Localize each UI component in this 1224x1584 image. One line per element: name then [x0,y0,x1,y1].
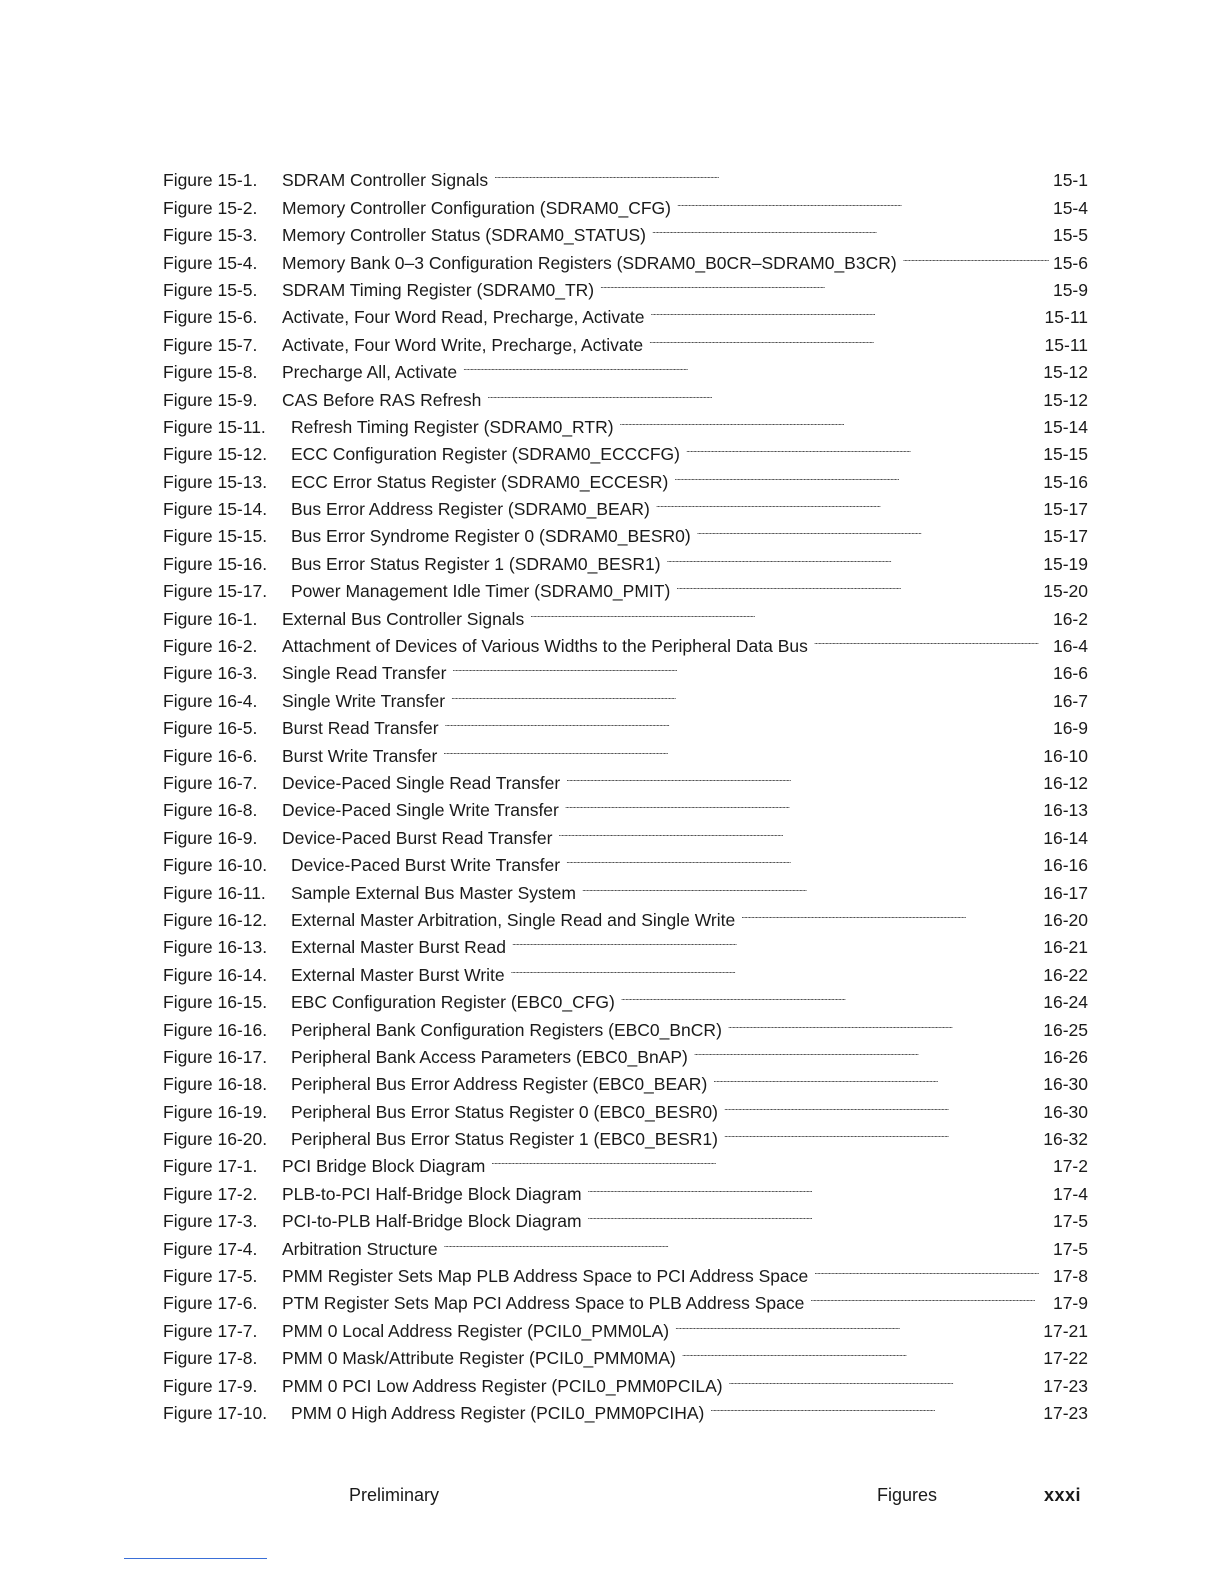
figure-page-number: 16-13 [1043,800,1088,821]
dot-leader [903,241,1049,268]
figure-page-number: 17-8 [1052,1266,1088,1287]
figure-title: Memory Controller Configuration (SDRAM0_CFG) [282,197,671,218]
figure-page-number: 15-11 [1044,307,1088,328]
dot-leader [621,981,1039,1008]
figure-page-number: 16-30 [1043,1074,1088,1095]
figure-label: Figure 16-10. [163,855,268,876]
figure-label: Figure 15-15. [163,526,268,547]
figure-title: Precharge All, Activate [282,362,458,383]
dot-leader [814,625,1049,652]
figure-page-number: 16-6 [1052,663,1088,684]
footer-section-title: Figures [877,1485,938,1505]
figure-label: Figure 15-17. [163,581,268,602]
figure-page-number: 17-5 [1052,1211,1088,1232]
dot-leader [487,378,1039,405]
figure-label: Figure 17-6. [163,1293,258,1314]
figure-page-number: 15-11 [1044,334,1088,355]
figure-page-number: 16-26 [1043,1046,1088,1067]
figure-title: Arbitration Structure [282,1238,438,1259]
figure-title: Burst Write Transfer [282,745,438,766]
dot-leader [565,789,1039,816]
dot-leader [682,1337,1039,1364]
figure-title: CAS Before RAS Refresh [282,389,482,410]
figure-page-number: 17-23 [1043,1375,1088,1396]
figure-page-number: 15-15 [1043,444,1088,465]
dot-leader [675,1309,1039,1336]
figure-label: Figure 17-1. [163,1156,258,1177]
figure-title: PCI-to-PLB Half-Bridge Block Diagram [282,1211,582,1232]
figure-label: Figure 15-16. [163,553,268,574]
figure-title: Memory Bank 0–3 Configuration Registers (SDRAM0_B0CR–SDRAM0_B3CR) [282,252,897,273]
figure-label: Figure 16-19. [163,1101,268,1122]
dot-leader [676,570,1039,597]
figure-label: Figure 15-3. [163,225,258,246]
dot-leader [512,926,1039,953]
figure-label: Figure 17-2. [163,1183,258,1204]
figure-page-number: 16-24 [1043,992,1088,1013]
figure-title: External Master Arbitration, Single Read and Single Write [291,909,736,930]
figure-label: Figure 15-6. [163,307,258,328]
dot-leader [445,707,1049,734]
figure-label: Figure 16-20. [163,1129,268,1150]
figure-page-number: 15-12 [1043,389,1088,410]
figure-title: Peripheral Bus Error Status Register 0 (EBC0_BESR0) [291,1101,718,1122]
figure-page-number: 16-17 [1043,882,1088,903]
figure-title: ECC Configuration Register (SDRAM0_ECCCFG) [291,444,680,465]
figure-title: SDRAM Controller Signals [282,170,489,191]
figure-label: Figure 16-1. [163,608,258,629]
dot-leader [667,542,1040,569]
dot-leader [558,816,1039,843]
figure-label: Figure 16-8. [163,800,258,821]
figure-page-number: 15-12 [1043,362,1088,383]
figure-page-number: 16-9 [1052,718,1088,739]
dot-leader [686,433,1039,460]
figure-page-number: 15-1 [1052,170,1088,191]
dot-leader [697,515,1040,542]
dot-leader [491,1145,1049,1172]
figure-page-number: 16-25 [1043,1019,1088,1040]
dot-leader [814,1255,1049,1282]
dot-leader [728,1008,1039,1035]
dot-leader [620,406,1040,433]
figure-title: SDRAM Timing Register (SDRAM0_TR) [282,279,595,300]
figure-label: Figure 16-16. [163,1019,268,1040]
figure-page-number: 15-4 [1052,197,1088,218]
figure-label: Figure 17-7. [163,1320,258,1341]
figure-page-number: 17-4 [1052,1183,1088,1204]
figure-title: PMM 0 Mask/Attribute Register (PCIL0_PMM0MA) [282,1348,676,1369]
figure-title: Bus Error Syndrome Register 0 (SDRAM0_BESR0) [291,526,691,547]
dot-leader [649,323,1040,350]
figure-title: Single Read Transfer [282,663,447,684]
dot-leader [600,269,1049,296]
figure-page-number: 16-7 [1052,690,1088,711]
figure-title: Power Management Idle Timer (SDRAM0_PMIT) [291,581,671,602]
figure-title: Peripheral Bank Access Parameters (EBC0_BnAP) [291,1046,688,1067]
dot-leader [724,1118,1039,1145]
figure-label: Figure 17-5. [163,1266,258,1287]
figure-label: Figure 15-12. [163,444,268,465]
figure-title: PTM Register Sets Map PCI Address Space to PLB Address Space [282,1293,805,1314]
figure-title: Single Write Transfer [282,690,446,711]
figure-title: Activate, Four Word Read, Precharge, Activate [282,307,645,328]
dot-leader [494,159,1049,186]
figure-page-number: 16-12 [1043,772,1088,793]
dot-leader [566,844,1039,871]
dot-leader [729,1364,1040,1391]
dot-leader [588,1200,1049,1227]
dot-leader [566,762,1039,789]
figure-title: Burst Read Transfer [282,718,439,739]
figure-page-number: 16-4 [1052,636,1088,657]
figure-title: Memory Controller Status (SDRAM0_STATUS) [282,225,647,246]
figure-page-number: 17-9 [1052,1293,1088,1314]
figure-label: Figure 15-13. [163,471,268,492]
dot-leader [710,1392,1039,1419]
figure-title: External Bus Controller Signals [282,608,525,629]
figure-title: External Master Burst Write [291,964,505,985]
figure-label: Figure 16-17. [163,1046,268,1067]
figure-label: Figure 16-9. [163,827,258,848]
figure-page-number: 15-5 [1052,225,1088,246]
figure-title: External Master Burst Read [291,937,506,958]
figure-page-number: 15-6 [1052,252,1088,273]
figure-label: Figure 16-15. [163,992,268,1013]
dot-leader [588,1172,1049,1199]
dot-leader [530,597,1049,624]
figure-label: Figure 15-5. [163,279,258,300]
figure-title: Device-Paced Single Read Transfer [282,772,561,793]
footer-status: Preliminary [349,1485,440,1505]
figure-page-number: 16-2 [1052,608,1088,629]
figure-label: Figure 16-11. [163,882,266,903]
figure-label: Figure 15-14. [163,499,268,520]
figure-page-number: 15-14 [1043,416,1088,437]
figure-title: EBC Configuration Register (EBC0_CFG) [291,992,615,1013]
figure-label: Figure 17-3. [163,1211,258,1232]
figure-title: Bus Error Address Register (SDRAM0_BEAR) [291,499,650,520]
figure-title: PCI Bridge Block Diagram [282,1156,486,1177]
figure-page-number: 15-17 [1043,499,1088,520]
figure-page-number: 17-2 [1052,1156,1088,1177]
figure-label: Figure 17-4. [163,1238,258,1259]
figure-title: Bus Error Status Register 1 (SDRAM0_BESR1) [291,553,661,574]
figure-label: Figure 15-4. [163,252,258,273]
dot-leader [741,899,1039,926]
dot-leader [463,351,1039,378]
figure-page-number: 15-19 [1043,553,1088,574]
figure-title: Device-Paced Burst Write Transfer [291,855,561,876]
figure-label: Figure 17-8. [163,1348,258,1369]
figure-title: PLB-to-PCI Half-Bridge Block Diagram [282,1183,582,1204]
figure-page-number: 16-30 [1043,1101,1088,1122]
figure-title: Peripheral Bus Error Address Register (EBC0_BEAR) [291,1074,708,1095]
figure-page-number: 16-21 [1043,937,1088,958]
figure-label: Figure 16-3. [163,663,258,684]
figure-label: Figure 16-12. [163,909,268,930]
figure-page-number: 15-20 [1043,581,1088,602]
figure-label: Figure 15-1. [163,170,258,191]
dot-leader [656,488,1039,515]
figure-page-number: 16-16 [1043,855,1088,876]
dot-leader [677,186,1049,213]
figure-page-number: 17-5 [1052,1238,1088,1259]
figure-label: Figure 16-4. [163,690,258,711]
figure-page-number: 17-23 [1043,1402,1088,1423]
figure-page-number: 16-14 [1043,827,1088,848]
figure-label: Figure 17-10. [163,1402,268,1423]
figure-page-number: 16-10 [1043,745,1088,766]
figure-label: Figure 15-8. [163,362,258,383]
figure-label: Figure 16-5. [163,718,258,739]
figure-page-number: 16-22 [1043,964,1088,985]
toc-entry[interactable] [163,159,1088,191]
figure-title: PMM 0 Local Address Register (PCIL0_PMM0LA) [282,1320,670,1341]
dot-leader [810,1282,1049,1309]
dot-leader [674,460,1039,487]
figure-label: Figure 15-11. [163,416,266,437]
figure-label: Figure 16-13. [163,937,268,958]
dot-leader [582,871,1039,898]
figure-title: Device-Paced Burst Read Transfer [282,827,553,848]
dot-leader [694,1036,1039,1063]
figure-page-number: 15-9 [1052,279,1088,300]
dot-leader [511,953,1040,980]
figure-label: Figure 16-14. [163,964,268,985]
figure-label: Figure 15-2. [163,197,258,218]
figure-title: Activate, Four Word Write, Precharge, Activate [282,334,644,355]
figure-page-number: 16-20 [1043,909,1088,930]
figure-label: Figure 16-7. [163,772,258,793]
figure-title: Sample External Bus Master System [291,882,576,903]
figure-title: PMM 0 High Address Register (PCIL0_PMM0PCIHA) [291,1402,705,1423]
figure-title: PMM Register Sets Map PLB Address Space to PCI Address Space [282,1266,809,1287]
figure-title: Attachment of Devices of Various Widths to the Peripheral Data Bus [282,636,808,657]
figure-label: Figure 16-6. [163,745,258,766]
figure-page-number: 17-22 [1043,1348,1088,1369]
figure-label: Figure 15-9. [163,389,258,410]
dot-leader [443,734,1039,761]
figure-title: Refresh Timing Register (SDRAM0_RTR) [291,416,614,437]
list-of-figures [163,159,1088,1423]
figure-page-number: 17-21 [1043,1320,1088,1341]
figure-title: Device-Paced Single Write Transfer [282,800,559,821]
dot-leader [650,296,1040,323]
dot-leader [444,1227,1049,1254]
figure-label: Figure 15-7. [163,334,258,355]
dot-leader [724,1090,1039,1117]
figure-title: Peripheral Bank Configuration Registers (EBC0_BnCR) [291,1019,722,1040]
figure-label: Figure 17-9. [163,1375,258,1396]
figure-title: ECC Error Status Register (SDRAM0_ECCESR) [291,471,669,492]
dot-leader [713,1063,1039,1090]
figure-page-number: 16-32 [1043,1129,1088,1150]
figure-title: PMM 0 PCI Low Address Register (PCIL0_PMM0PCILA) [282,1375,723,1396]
figure-title: Peripheral Bus Error Status Register 1 (EBC0_BESR1) [291,1129,718,1150]
dot-leader [652,214,1049,241]
figure-label: Figure 16-18. [163,1074,268,1095]
bottom-rule [124,1558,267,1559]
figure-label: Figure 16-2. [163,636,258,657]
dot-leader [452,652,1049,679]
footer-page-number: xxxi [1044,1485,1082,1505]
dot-leader [451,679,1049,706]
figure-page-number: 15-17 [1043,526,1088,547]
figure-page-number: 15-16 [1043,471,1088,492]
